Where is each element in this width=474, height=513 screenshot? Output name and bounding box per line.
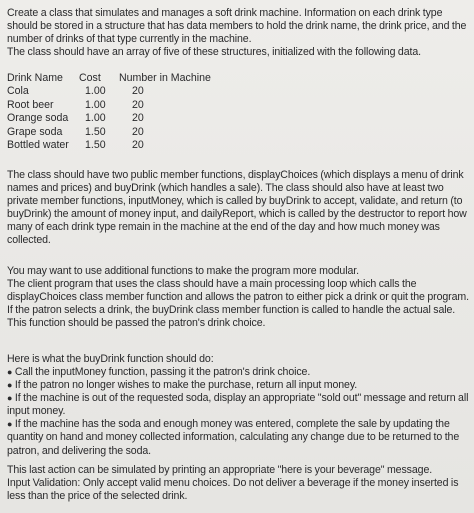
intro-paragraph [7,7,469,59]
bullet-icon: ● [7,367,13,377]
drink-count-cell: 20 [132,98,144,111]
header-cost: Cost [79,72,101,84]
drink-count-cell: 20 [132,112,144,125]
header-number-in-machine: Number in Machine [119,72,211,84]
list-item: ● If the machine is out of the requested soda, display an appropriate "sold out" message and return all input money. [7,392,469,418]
drink-name-cell: Root beer [7,98,54,111]
intro-text-2: The class should have an array of five of these structures, initialized with the following data. [7,46,421,59]
drink-cost-cell: 1.00 [85,112,106,125]
table-row [7,112,211,125]
modular-paragraph [7,265,469,330]
drink-name-cell: Orange soda [7,112,69,125]
functions-paragraph: The class should have two public member functions, displayChoices (which displays a menu of drink names and prices) and buyDrink (which handles a sale). The class should also have at least two private member functions, inputMoney, which is called by buyDrink to accept, validate, and return (to buyDrink) the amount of money input, and dailyReport, which is called by the destructor to report how many of each drink type remain in the machine at the end of the day and how much money was collected. [7,169,467,247]
drink-name-cell: Cola [7,85,29,98]
table-row [7,126,211,139]
drink-cost-cell: 1.50 [85,125,106,138]
table-row [7,85,211,98]
drink-count-cell: 20 [132,139,144,152]
drink-cost-cell: 1.00 [85,85,106,98]
header-drink-name: Drink Name [7,72,63,84]
list-item: ● If the machine has the soda and enough money was entered, complete the sale by updating the quantity on hand and money collected information, calculating any change due to be returned to the patron, and delivering the soda. [7,418,460,457]
drink-name-cell: Grape soda [7,125,63,138]
bullet-icon: ● [7,393,13,404]
buydrink-intro: Here is what the buyDrink function should do: [7,353,214,365]
drink-cost-cell: 1.50 [85,139,106,152]
table-header-row [7,72,211,85]
bullet-icon: ● [7,419,13,430]
drink-table [7,72,211,152]
drink-count-cell: 20 [132,85,144,98]
buydrink-steps-list [7,366,469,458]
intro-text: Create a class that simulates and manages a soft drink machine. Information on each drink type should be stored in a structure that has data members to hold the drink name, the drink price, and the number of drinks of that type currently in the machine. [7,7,467,46]
input-validation-text: Input Validation: Only accept valid menu choices. Do not deliver a beverage if the money inserted is less than the price of the selected drink. [7,477,459,503]
modular-text: You may want to use additional functions to make the program more modular. [7,265,359,277]
list-item: ● Call the inputMoney function, passing it the patron's drink choice. [7,366,311,378]
drink-cost-cell: 1.00 [85,98,106,111]
client-text: The client program that uses the class should have a main processing loop which calls the displayChoices class member function and allows the patron to either pick a drink or quit the program. If the patron selects a drink, the buyDrink class member function is called to handle the actual sale. This function should be passed the patron's drink choice. [7,278,469,330]
table-row [7,99,211,112]
table-row [7,139,211,152]
bullet-icon: ● [7,380,13,391]
final-paragraph [7,464,469,503]
list-item: ● If the patron no longer wishes to make the purchase, return all input money. [7,379,358,392]
last-action-text: This last action can be simulated by printing an appropriate "here is your beverage" message. [7,464,433,476]
drink-count-cell: 20 [132,125,144,138]
drink-name-cell: Bottled water [7,139,69,152]
